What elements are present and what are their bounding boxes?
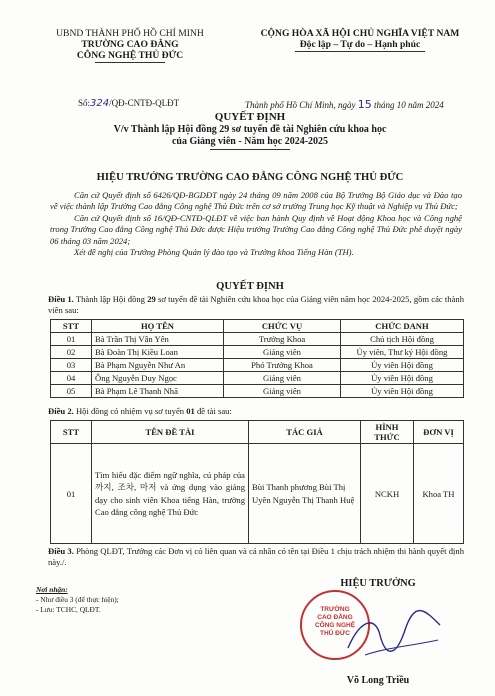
nation-motto: Độc lập – Tự do – Hạnh phúc [299,39,421,50]
subject-line-1: V/v Thành lập Hội đồng 29 sơ tuyển đề tài Nghiên cứu khoa học [113,124,387,135]
signatory-name: Võ Long Triều [346,675,410,686]
table-row: 05 Bà Phạm Lê Thanh Nhã Giảng viên Ủy viên Hội đồng [51,385,464,398]
handwritten-signature [340,600,450,670]
date-day-handwritten: 15 [357,98,372,111]
nation-name: CỘNG HÒA XÃ HỘI CHỦ NGHĨA VIỆT NAM [260,28,460,39]
signatory-title: HIỆU TRƯỞNG [340,578,416,589]
document-number: Số:324/QĐ-CNTĐ-QLĐT [78,98,180,109]
nation-header [240,28,480,52]
members-table [50,319,464,398]
preamble-3: Xét đề nghị của Trưởng Phòng Quản lý đào tạo và Trưởng khoa Tiếng Hàn (TH). [74,247,354,258]
document-date: Thành phố Hồ Chí Minh, ngày 15 tháng 10 năm 2024 [245,98,444,111]
org-line-2: TRƯỜNG CAO ĐẲNG [81,39,179,50]
org-line-3: CÔNG NGHỆ THỦ ĐỨC [76,50,184,61]
table-row: 03 Bà Phạm Nguyễn Như An Phó Trưởng Khoa Ủy viên Hội đồng [51,359,464,372]
article-2: Điều 2. Hội đồng có nhiệm vụ sơ tuyển 01 đề tài sau: [48,406,232,416]
article-1-label: Điều 1. [48,294,74,304]
preamble-2: Căn cứ Quyết định số 16/QĐ-CNTĐ-QLĐT về việc ban hành Quy định về Hoạt động Khoa học và Công nghệ trong Trường Cao đẳng Công nghệ Thủ Đức được Hiệu trưởng Trường Cao đẳng Công nghệ Thủ Đức phê duyệt ngày 06 tháng 03 năm 2024; [50,212,462,246]
preamble-1: Căn cứ Quyết định số 6426/QĐ-BGDĐT ngày 24 tháng 09 năm 2008 của Bộ Trưởng Bộ Giáo dục và Đào tạo về việc thành lập Trường Cao đẳng Công nghệ Thủ Đức trên cơ sở trường Trung học Kỹ thuật và Nghiệp vụ Thủ Đức; [50,190,462,212]
article-2-label: Điều 2. [48,406,74,416]
number-handwritten: 324 [90,98,110,109]
table-row: 04 Ông Nguyễn Duy Ngọc Giảng viên Ủy viên Hội đồng [51,372,464,385]
table-row: 02 Bà Đoàn Thị Kiều Loan Giảng viên Ủy viên, Thư ký Hội đồng [51,346,464,359]
authority-heading: HIỆU TRƯỞNG TRƯỜNG CAO ĐẲNG CÔNG NGHỆ THỦ ĐỨC [96,172,404,183]
issuing-organization [30,28,230,63]
preamble [50,190,462,258]
official-seal: TRƯỜNG CAO ĐẲNG CÔNG NGHỆ THỦ ĐỨC [300,590,370,660]
title-underline [210,149,290,150]
doc-type: QUYẾT ĐỊNH [214,111,286,123]
article-3: Điều 3. Phòng QLĐT, Trưởng các Đơn vị có liên quan và cá nhân có tên tại Điều 1 chịu trách nhiệm thi hành quyết định này./. [48,546,465,568]
topics-table-header: STT TÊN ĐỀ TÀI TÁC GIẢ HÌNH THỨC ĐƠN VỊ [51,421,464,444]
document-title [30,111,470,150]
table-row: 01 Tìm hiểu đặc điểm ngữ nghĩa, cú pháp của 까지, 조차, 마저 và ứng dụng vào giảng dạy cho sinh viên Khoa tiếng Hàn, trường Cao đẳng công nghệ Thủ Đức Bùi Thanh phương Bùi Thị Uyên Nguyễn Thị Thanh Huệ NCKH Khoa TH [51,444,464,544]
table-row: 01 Bà Trần Thị Vân Yên Trưởng Khoa Chủ tịch Hội đồng [51,333,464,346]
recipient-item: - Như điều 3 (để thực hiện); [36,595,119,604]
decision-heading: QUYẾT ĐỊNH [216,281,284,292]
article-3-label: Điều 3. [48,546,74,556]
org-line-1: UBND THÀNH PHỐ HỒ CHÍ MINH [56,28,204,39]
motto-underline [295,51,425,52]
recipients-heading: Nơi nhận: [36,585,68,594]
org-underline [95,62,165,63]
members-table-header: STT HỌ TÊN CHỨC VỤ CHỨC DANH [51,320,464,333]
article-1: Điều 1. Thành lập Hội đồng 29 sơ tuyển đề tài Nghiên cứu khoa học của Giảng viên năm học 2024-2025, gồm các thành viên sau: [48,294,465,316]
recipients [36,585,119,615]
subject-line-2: của Giảng viên - Năm học 2024-2025 [171,136,329,147]
topics-table [50,420,464,544]
recipient-item: - Lưu: TCHC, QLĐT. [36,605,101,614]
